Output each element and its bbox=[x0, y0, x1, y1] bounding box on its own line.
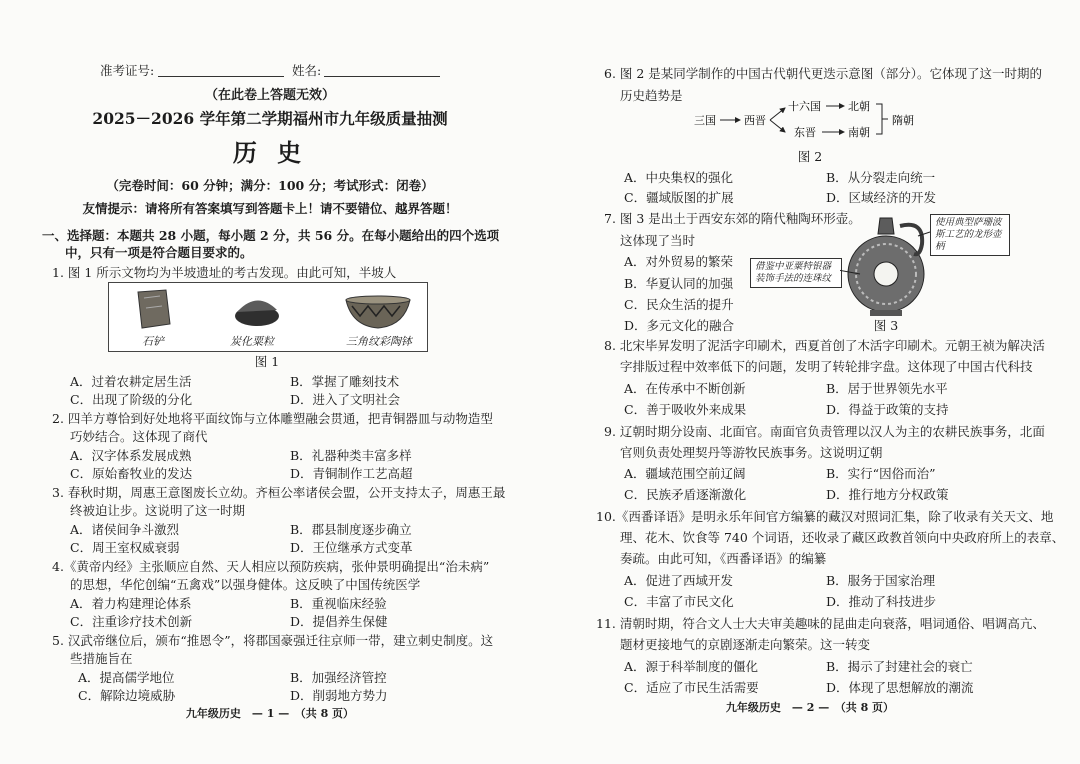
q11-option-a: A．源于科举制度的僵化 bbox=[624, 659, 759, 674]
q6-option-b: B．从分裂走向统一 bbox=[826, 170, 936, 185]
node-dongjin: 东晋 bbox=[794, 126, 816, 139]
fig1-label-shovel: 石铲 bbox=[142, 335, 164, 348]
q11-stem-line2: 题材更接地气的京剧逐渐走向繁荣。这一转变 bbox=[620, 637, 871, 652]
q8-option-d: D．得益于政策的支持 bbox=[826, 402, 949, 417]
q9-option-a: A．疆域范围空前辽阔 bbox=[624, 466, 746, 481]
page-footer-2: 九年级历史 — 2 — （共 8 页） bbox=[725, 701, 895, 714]
fig1-label-millet: 炭化粟粒 bbox=[230, 335, 274, 348]
candidate-id-blank bbox=[158, 76, 284, 77]
node-nanchao: 南朝 bbox=[848, 126, 870, 139]
q1-option-c: C．出现了阶级的分化 bbox=[70, 392, 193, 407]
name-blank bbox=[324, 76, 440, 77]
q5-option-b: B．加强经济管控 bbox=[290, 670, 387, 685]
q10-option-a: A．促进了西域开发 bbox=[624, 573, 734, 588]
q7-option-d: D．多元文化的融合 bbox=[624, 318, 735, 333]
q3-stem-line2: 终被迫让步。这说明了这一时期 bbox=[70, 503, 246, 518]
q8-stem-line2: 字排版过程中效率低下的问题，发明了转轮排字盘。这体现了中国古代科技 bbox=[620, 359, 1033, 374]
q2-option-b: B．礼器种类丰富多样 bbox=[290, 448, 412, 463]
q4-option-c: C．注重诊疗技术创新 bbox=[70, 614, 193, 629]
q5-stem-line2: 些措施旨在 bbox=[70, 651, 133, 666]
fig3-note-pearl-pattern: 借鉴中亚粟特银器装饰手法的连珠纹 bbox=[750, 258, 842, 288]
node-sanguo: 三国 bbox=[694, 114, 716, 127]
q4-stem-line2: 的思想，华佗创编“五禽戏”以强身健体。这反映了中国传统医学 bbox=[70, 577, 421, 592]
node-beichao: 北朝 bbox=[848, 100, 870, 113]
arrow-xijin-dongjin bbox=[770, 120, 785, 132]
arrow-xijin-shiliuguo bbox=[770, 108, 785, 120]
painted-pottery-bowl-image bbox=[338, 292, 418, 332]
q5-option-d: D．削弱地方势力 bbox=[290, 688, 388, 703]
merge-bracket bbox=[876, 104, 888, 134]
q6-stem-line2: 历史趋势是 bbox=[620, 88, 683, 103]
q3-option-b: B．郡县制度逐步确立 bbox=[290, 522, 412, 537]
q6-option-c: C．疆域版图的扩展 bbox=[624, 190, 734, 205]
q8-stem-line1: 8. 北宋毕昇发明了泥活字印刷术，西夏首创了木活字印刷术。元朝王祯为解决活 bbox=[604, 338, 1045, 353]
q7-option-b: B．华夏认同的加强 bbox=[624, 276, 734, 291]
q6-stem-line1: 6. 图 2 是某同学制作的中国古代朝代更迭示意图（部分）。它体现了这一时期的 bbox=[604, 66, 1043, 81]
fig3-caption: 图 3 bbox=[873, 318, 899, 333]
section-header-line2: 中，只有一项是符合题目要求的。 bbox=[65, 245, 253, 260]
q2-stem-line1: 2. 四羊方尊恰到好处地将平面纹饰与立体雕塑融会贯通，把青铜器皿与动物造型 bbox=[52, 411, 493, 426]
q3-option-a: A．诸侯间争斗激烈 bbox=[70, 522, 180, 537]
q5-option-c: C．解除边境威胁 bbox=[78, 688, 176, 703]
q10-option-d: D．推动了科技进步 bbox=[826, 594, 937, 609]
q10-option-b: B．服务于国家治理 bbox=[826, 573, 936, 588]
q10-option-c: C．丰富了市民文化 bbox=[624, 594, 734, 609]
q10-stem-line1: 10.《西番译语》是明永乐年间官方编纂的藏汉对照词汇集，除了收录有关天文、地 bbox=[596, 509, 1054, 524]
q2-option-c: C．原始畜牧业的发达 bbox=[70, 466, 193, 481]
q9-stem-line1: 9. 辽朝时期分设南、北面官。南面官负责管理以汉人为主的农耕民族事务，北面 bbox=[604, 424, 1045, 439]
q2-option-a: A．汉字体系发展成熟 bbox=[70, 448, 192, 463]
fig1-caption: 图 1 bbox=[254, 354, 280, 369]
node-suichao: 隋朝 bbox=[892, 114, 914, 127]
exam-title: 2025－2026 学年第二学期福州市九年级质量抽测 bbox=[92, 109, 448, 128]
stone-shovel-image bbox=[120, 286, 190, 332]
node-shiliuguo: 十六国 bbox=[788, 100, 821, 113]
page-footer-1: 九年级历史 — 1 — （共 8 页） bbox=[185, 707, 355, 720]
ring-shaped-pottery-flask-image bbox=[840, 214, 932, 318]
node-xijin: 西晋 bbox=[744, 114, 766, 127]
q11-option-c: C．适应了市民生活需要 bbox=[624, 680, 759, 695]
subject-title: 历 史 bbox=[232, 138, 308, 167]
q10-stem-line2: 理、花木、饮食等 740 个词语，还收录了藏区政教首领向中央政府所上的表章、 bbox=[620, 530, 1065, 545]
q6-option-d: D．区域经济的开发 bbox=[826, 190, 937, 205]
q7-option-c: C．民众生活的提升 bbox=[624, 297, 734, 312]
fig3-note-dragon-handle: 使用典型萨珊波斯工艺的龙形壶柄 bbox=[930, 214, 1010, 256]
q9-option-d: D．推行地方分权政策 bbox=[826, 487, 949, 502]
q7-stem-line2: 这体现了当时 bbox=[620, 233, 696, 248]
name-label: 姓名: bbox=[292, 63, 322, 78]
q11-stem-line1: 11. 清朝时期，符合文人士大夫审美趣味的昆曲走向衰落，唱词通俗、唱调高亢、 bbox=[596, 616, 1045, 631]
q8-option-b: B．居于世界领先水平 bbox=[826, 381, 948, 396]
q4-stem-line1: 4.《黄帝内经》主张顺应自然、天人相应以预防疾病，张仲景明确提出“治未病” bbox=[52, 559, 490, 574]
q7-option-a: A．对外贸易的繁荣 bbox=[624, 254, 734, 269]
dynasty-succession-diagram bbox=[690, 94, 930, 146]
carbonized-millet-image bbox=[222, 288, 292, 332]
q6-option-a: A．中央集权的强化 bbox=[624, 170, 734, 185]
q5-stem-line1: 5. 汉武帝继位后，颁布“推恩令”，将郡国豪强迁往京师一带，建立刺史制度。这 bbox=[52, 633, 494, 648]
exam-info: （完卷时间：60 分钟；满分：100 分；考试形式：闭卷） bbox=[106, 178, 434, 193]
q2-stem-line2: 巧妙结合。这体现了商代 bbox=[70, 429, 208, 444]
exam-page-2 bbox=[540, 0, 1080, 764]
q3-stem-line1: 3. 春秋时期，周惠王意图废长立幼。齐桓公率诸侯会盟，公开支持太子，周惠王最 bbox=[52, 485, 506, 500]
q11-option-b: B．揭示了封建社会的衰亡 bbox=[826, 659, 973, 674]
q8-option-c: C．善于吸收外来成果 bbox=[624, 402, 747, 417]
q11-option-d: D．体现了思想解放的潮流 bbox=[826, 680, 974, 695]
q3-option-c: C．周王室权威衰弱 bbox=[70, 540, 180, 555]
invalid-note: （在此卷上答题无效） bbox=[204, 88, 335, 103]
fig2-caption: 图 2 bbox=[797, 149, 823, 164]
friendly-tip: 友情提示：请将所有答案填写到答题卡上！请不要错位、越界答题！ bbox=[82, 201, 458, 216]
q4-option-b: B．重视临床经验 bbox=[290, 596, 387, 611]
q5-option-a: A．提高儒学地位 bbox=[78, 670, 175, 685]
candidate-id-label: 准考证号: bbox=[100, 63, 155, 78]
q2-option-d: D．青铜制作工艺高超 bbox=[290, 466, 413, 481]
fig1-label-bowl: 三角纹彩陶钵 bbox=[346, 335, 412, 348]
section-header-line1: 一、选择题：本题共 28 小题，每小题 2 分，共 56 分。在每小题给出的四个选项 bbox=[42, 228, 500, 243]
q1-option-d: D．进入了文明社会 bbox=[290, 392, 401, 407]
q1-option-b: B．掌握了雕刻技术 bbox=[290, 374, 400, 389]
q7-stem-line1: 7. 图 3 是出土于西安东郊的隋代釉陶环形壶。 bbox=[604, 211, 861, 226]
q9-option-c: C．民族矛盾逐渐激化 bbox=[624, 487, 747, 502]
q9-stem-line2: 官则负责处理契丹等游牧民族事务。这说明辽朝 bbox=[620, 445, 883, 460]
q9-option-b: B．实行“因俗而治” bbox=[826, 466, 936, 481]
q8-option-a: A．在传承中不断创新 bbox=[624, 381, 746, 396]
q1-stem: 1. 图 1 所示文物均为半坡遗址的考古发现。由此可知，半坡人 bbox=[52, 265, 397, 280]
q4-option-d: D．提倡养生保健 bbox=[290, 614, 388, 629]
q3-option-d: D．王位继承方式变革 bbox=[290, 540, 413, 555]
q4-option-a: A．着力构建理论体系 bbox=[70, 596, 192, 611]
q10-stem-line3: 奏疏。由此可知，《西番译语》的编纂 bbox=[620, 551, 827, 566]
q1-option-a: A．过着农耕定居生活 bbox=[70, 374, 192, 389]
